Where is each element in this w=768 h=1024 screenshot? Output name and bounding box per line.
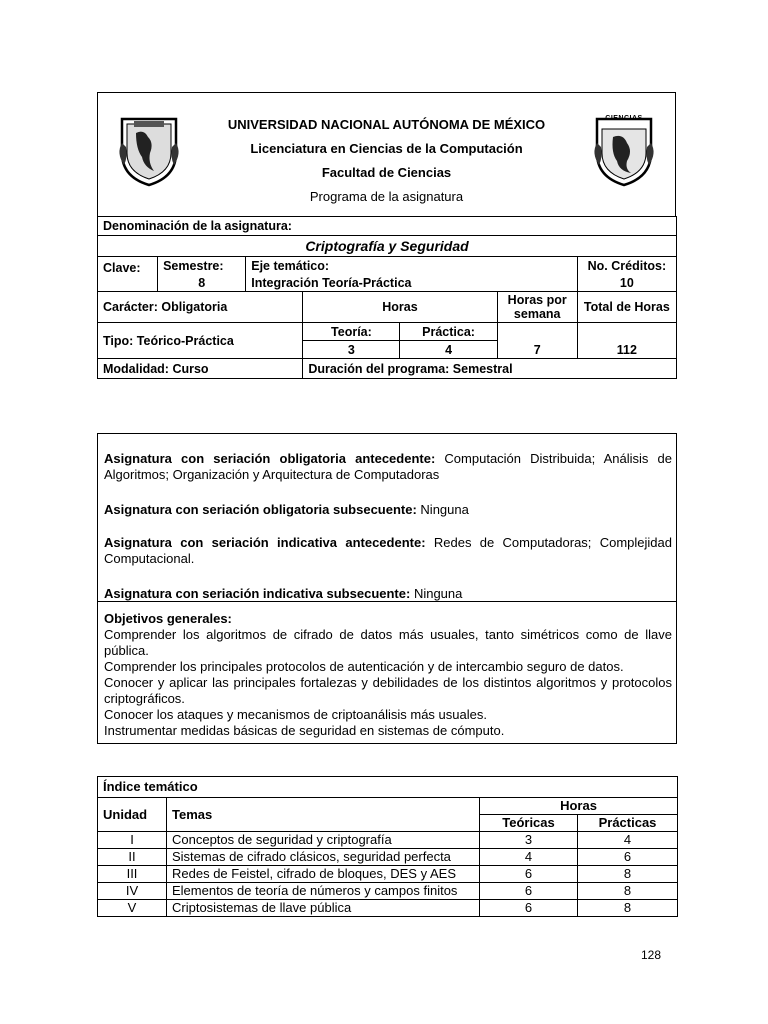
seriation-indicative-subsequent: Asignatura con seriación indicativa subsecuente: Ninguna — [104, 586, 463, 601]
objective-item: Comprender los algoritmos de cifrado de datos más usuales, tanto simétricos como de llave pública. — [104, 627, 672, 658]
section-divider — [98, 601, 676, 602]
practica-value: 4 — [400, 341, 497, 359]
duracion: Duración del programa: Semestral — [303, 359, 677, 379]
table-row — [98, 849, 678, 866]
objective-item: Conocer y aplicar las principales fortalezas y debilidades de los distintos algoritmos y protocolos criptográficos. — [104, 675, 672, 706]
clave-label: Clave: — [98, 257, 158, 292]
tema-cell: Criptosistemas de llave pública — [167, 900, 480, 917]
course-info-table — [97, 216, 677, 379]
objective-item: Instrumentar medidas básicas de seguridad en sistemas de cómputo. — [104, 723, 505, 738]
practicas-cell: 4 — [578, 832, 678, 849]
table-row — [98, 883, 678, 900]
col-teoricas: Teóricas — [480, 815, 578, 832]
thematic-index-table — [97, 776, 678, 917]
table-row — [98, 866, 678, 883]
horas-label: Horas — [303, 292, 497, 323]
objective-item: Conocer los ataques y mecanismos de criptoanálisis más usuales. — [104, 707, 487, 722]
university-name: UNIVERSIDAD NACIONAL AUTÓNOMA DE MÉXICO — [227, 117, 546, 132]
practicas-cell: 8 — [578, 883, 678, 900]
seriation-objectives-box — [97, 433, 677, 744]
teoricas-cell: 6 — [480, 900, 578, 917]
horas-semana-value: 7 — [497, 323, 577, 359]
eje-value: Integración Teoría-Práctica — [246, 274, 578, 292]
caracter: Carácter: Obligatoria — [98, 292, 303, 323]
objective-item: Comprender los principales protocolos de autenticación y de intercambio seguro de datos. — [104, 659, 624, 674]
teoricas-cell: 3 — [480, 832, 578, 849]
semestre-value: 8 — [158, 274, 246, 292]
horas-semana-label: Horas por semana — [497, 292, 577, 323]
teoricas-cell: 4 — [480, 849, 578, 866]
unidad-cell: II — [98, 849, 167, 866]
page-number: 128 — [640, 948, 661, 962]
unidad-cell: IV — [98, 883, 167, 900]
tema-cell: Redes de Feistel, cifrado de bloques, DES y AES — [167, 866, 480, 883]
total-horas-value: 112 — [577, 323, 676, 359]
teoricas-cell: 6 — [480, 883, 578, 900]
unidad-cell: III — [98, 866, 167, 883]
creditos-label: No. Créditos: — [577, 257, 676, 275]
teoricas-cell: 6 — [480, 866, 578, 883]
document-header — [97, 92, 676, 217]
seriation-obligatory-antecedent: Asignatura con seriación obligatoria antecedente: Computación Distribuida; Análisis de Algoritmos; Organización y Arquitectura de Computadoras — [104, 451, 672, 482]
table-row — [98, 832, 678, 849]
tema-cell: Elementos de teoría de números y campos finitos — [167, 883, 480, 900]
teoria-value: 3 — [303, 341, 400, 359]
index-title: Índice temático — [98, 777, 678, 798]
objectives-heading: Objetivos generales: — [104, 611, 232, 626]
unidad-cell: V — [98, 900, 167, 917]
denominacion-label: Denominación de la asignatura: — [98, 217, 677, 236]
table-row — [98, 900, 678, 917]
practica-label: Práctica: — [400, 323, 497, 341]
faculty-name: Facultad de Ciencias — [321, 165, 452, 180]
col-horas: Horas — [480, 798, 678, 815]
tema-cell: Conceptos de seguridad y criptografía — [167, 832, 480, 849]
teoria-label: Teoría: — [303, 323, 400, 341]
col-unidad: Unidad — [98, 798, 167, 832]
col-temas: Temas — [167, 798, 480, 832]
practicas-cell: 8 — [578, 866, 678, 883]
tema-cell: Sistemas de cifrado clásicos, seguridad perfecta — [167, 849, 480, 866]
degree-name: Licenciatura en Ciencias de la Computación — [250, 141, 523, 156]
course-name: Criptografía y Seguridad — [98, 236, 677, 257]
creditos-value: 10 — [577, 274, 676, 292]
practicas-cell: 6 — [578, 849, 678, 866]
eje-label: Eje temático: — [246, 257, 578, 275]
tipo: Tipo: Teórico-Práctica — [98, 323, 303, 359]
total-horas-label: Total de Horas — [577, 292, 676, 323]
col-practicas: Prácticas — [578, 815, 678, 832]
seriation-obligatory-subsequent: Asignatura con seriación obligatoria subsecuente: Ninguna — [104, 502, 469, 517]
general-objectives — [104, 611, 672, 739]
unidad-cell: I — [98, 832, 167, 849]
modalidad: Modalidad: Curso — [98, 359, 303, 379]
program-label: Programa de la asignatura — [309, 189, 464, 204]
seal-caption: CIENCIAS — [605, 115, 643, 122]
practicas-cell: 8 — [578, 900, 678, 917]
seriation-indicative-antecedent: Asignatura con seriación indicativa antecedente: Redes de Computadoras; Complejidad Computacional. — [104, 535, 672, 566]
semestre-label: Semestre: — [158, 257, 246, 275]
